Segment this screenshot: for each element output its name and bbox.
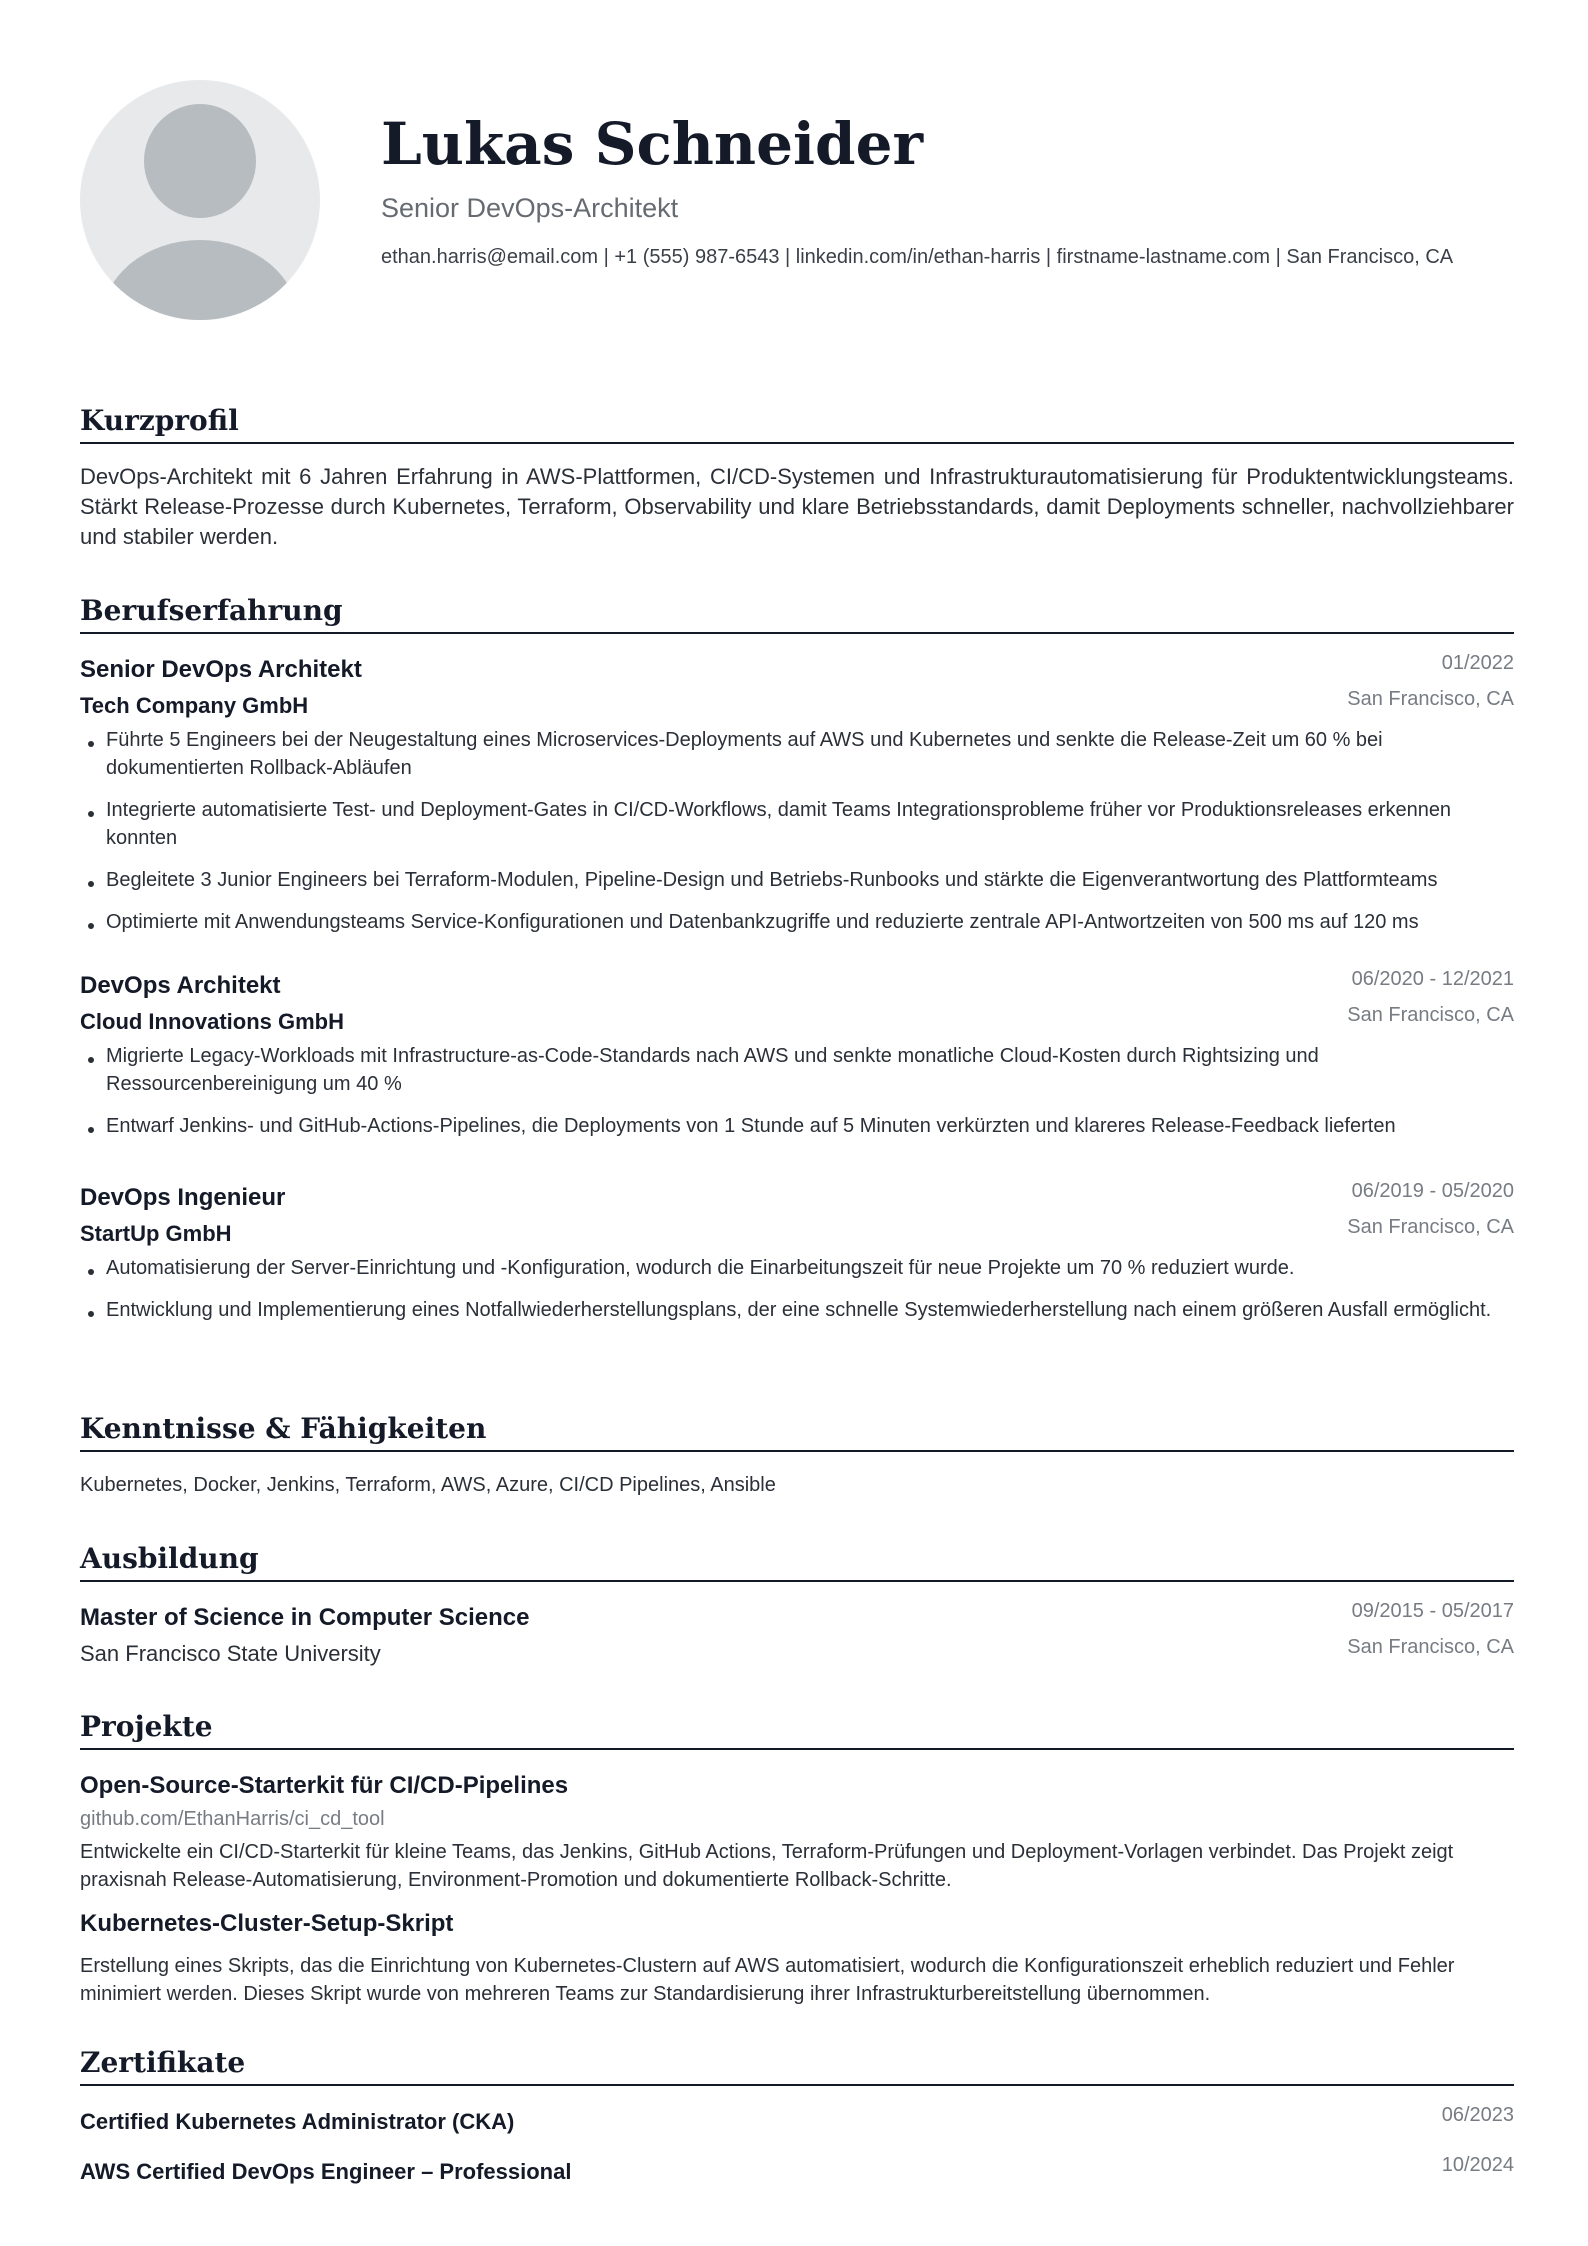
section-title-education: Ausbildung xyxy=(80,1540,1514,1582)
job-company: Cloud Innovations GmbH xyxy=(80,1009,344,1034)
certificate-item xyxy=(80,2104,1514,2154)
project-description: Erstellung eines Skripts, das die Einrichtung von Kubernetes-Clustern auf AWS automatisiert, wodurch die Konfigurationszeit erheblich reduziert und Fehler minimiert werden. Dieses Skript wurde von mehreren Teams zur Standardisierung ihrer Infrastrukturbereitstellung übernommen. xyxy=(80,1955,1455,2005)
section-title-certificates: Zertifikate xyxy=(80,2044,1514,2086)
job-company: Tech Company GmbH xyxy=(80,693,309,718)
project-link[interactable]: github.com/EthanHarris/ci_cd_tool xyxy=(80,1808,385,1830)
section-title-projects: Projekte xyxy=(80,1708,1514,1750)
job-date: 06/2019 - 05/2020 xyxy=(1351,1180,1514,1202)
job-date: 06/2020 - 12/2021 xyxy=(1351,968,1514,990)
certificate-list xyxy=(80,2104,1514,2190)
certificate-name: AWS Certified DevOps Engineer – Professional xyxy=(80,2159,572,2184)
avatar-placeholder-icon xyxy=(80,80,320,320)
project-title: Open-Source-Starterkit für CI/CD-Pipelines xyxy=(80,1772,569,1799)
contact-line: ethan.harris@email.com | +1 (555) 987-6543 | linkedin.com/in/ethan-harris | firstname-lastname.com | San Francisco, CA xyxy=(381,246,1454,268)
education-school: San Francisco State University xyxy=(80,1641,381,1666)
section-title-summary: Kurzprofil xyxy=(80,402,1514,444)
skills-list: Kubernetes, Docker, Jenkins, Terraform, AWS, Azure, CI/CD Pipelines, Ansible xyxy=(80,1474,776,1496)
section-title-skills: Kenntnisse & Fähigkeiten xyxy=(80,1410,1514,1452)
certificate-date: 06/2023 xyxy=(1441,2104,1514,2126)
job-bullets xyxy=(80,1254,1514,1324)
job-bullet: Entwicklung und Implementierung eines Notfallwiederherstellungsplans, der eine schnelle Systemwiederherstellung nach einem größeren Ausfall ermöglicht. xyxy=(80,1296,1514,1324)
job-bullets xyxy=(80,1042,1514,1140)
education-location: San Francisco, CA xyxy=(1347,1636,1514,1658)
job-location: San Francisco, CA xyxy=(1347,1216,1514,1238)
job-bullet: Führte 5 Engineers bei der Neugestaltung eines Microservices-Deployments auf AWS und Kubernetes und senkte die Release-Zeit um 60 % bei dokumentierten Rollback-Abläufen xyxy=(80,726,1514,782)
project-entry xyxy=(80,1768,1514,1894)
job-entry xyxy=(80,652,1514,950)
job-bullet: Migrierte Legacy-Workloads mit Infrastructure-as-Code-Standards nach AWS und senkte monatliche Cloud-Kosten durch Rightsizing und Ressourcenbereinigung um 40 % xyxy=(80,1042,1514,1098)
certificate-name: Certified Kubernetes Administrator (CKA) xyxy=(80,2109,515,2134)
education-degree: Master of Science in Computer Science xyxy=(80,1604,530,1631)
project-title: Kubernetes-Cluster-Setup-Skript xyxy=(80,1910,454,1937)
certificate-item xyxy=(80,2154,1514,2190)
job-title: DevOps Architekt xyxy=(80,972,281,999)
candidate-role: Senior DevOps-Architekt xyxy=(381,193,679,223)
education-entry xyxy=(80,1600,1514,1672)
education-date: 09/2015 - 05/2017 xyxy=(1351,1600,1514,1622)
job-title: Senior DevOps Architekt xyxy=(80,656,362,683)
job-bullet: Integrierte automatisierte Test- und Deployment-Gates in CI/CD-Workflows, damit Teams Integrationsprobleme früher vor Produktionsreleases erkennen konnten xyxy=(80,796,1514,852)
job-bullet: Begleitete 3 Junior Engineers bei Terraform-Modulen, Pipeline-Design und Betriebs-Runbooks und stärkte die Eigenverantwortung des Plattformteams xyxy=(80,866,1514,894)
project-entry xyxy=(80,1906,1514,2008)
job-date: 01/2022 xyxy=(1441,652,1514,674)
certificate-date: 10/2024 xyxy=(1441,2154,1514,2176)
job-bullet: Automatisierung der Server-Einrichtung und -Konfiguration, wodurch die Einarbeitungszeit für neue Projekte um 70 % reduziert wurde. xyxy=(80,1254,1514,1282)
job-bullet: Entwarf Jenkins- und GitHub-Actions-Pipelines, die Deployments von 1 Stunde auf 5 Minuten verkürzten und klareres Release-Feedback lieferten xyxy=(80,1112,1514,1140)
job-bullets xyxy=(80,726,1514,936)
job-entry xyxy=(80,968,1514,1154)
job-company: StartUp GmbH xyxy=(80,1221,232,1246)
job-bullet: Optimierte mit Anwendungsteams Service-Konfigurationen und Datenbankzugriffe und reduzierte zentrale API-Antwortzeiten von 500 ms auf 120 ms xyxy=(80,908,1514,936)
section-title-experience: Berufserfahrung xyxy=(80,592,1514,634)
summary-text: DevOps-Architekt mit 6 Jahren Erfahrung in AWS-Plattformen, CI/CD-Systemen und Infrastrukturautomatisierung für Produktentwicklungsteams. Stärkt Release-Prozesse durch Kubernetes, Terraform, Observability und klare Betriebsstandards, damit Deployments schneller, nachvollziehbarer und stabiler werden. xyxy=(80,464,1514,549)
job-location: San Francisco, CA xyxy=(1347,688,1514,710)
job-entry xyxy=(80,1180,1514,1338)
job-location: San Francisco, CA xyxy=(1347,1004,1514,1026)
job-title: DevOps Ingenieur xyxy=(80,1184,286,1211)
project-description: Entwickelte ein CI/CD-Starterkit für kleine Teams, das Jenkins, GitHub Actions, Terraform-Prüfungen und Deployment-Vorlagen verbindet. Das Projekt zeigt praxisnah Release-Automatisierung, Environment-Promotion und dokumentierte Rollback-Schritte. xyxy=(80,1841,1454,1891)
candidate-name: Lukas Schneider xyxy=(381,110,924,178)
